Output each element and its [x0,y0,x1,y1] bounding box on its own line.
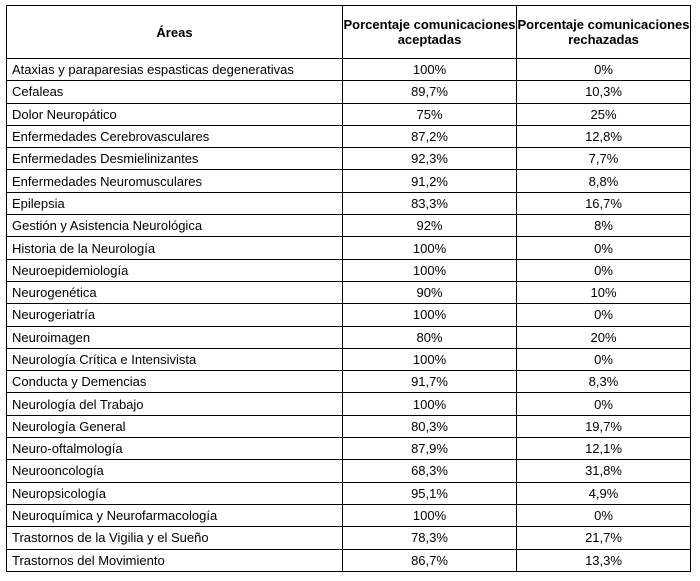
accepted-cell: 68,3% [343,460,517,482]
accepted-cell: 92,3% [343,148,517,170]
table-row [7,304,691,326]
area-cell: Enfermedades Desmielinizantes [7,148,343,170]
accepted-cell: 80% [343,326,517,348]
table-row [7,281,691,303]
header-rejected: Porcentaje comunicaciones rechazadas [517,6,691,59]
area-cell: Neurología Crítica e Intensivista [7,348,343,370]
table-row [7,460,691,482]
area-cell: Neuro-oftalmología [7,438,343,460]
accepted-cell: 100% [343,259,517,281]
accepted-cell: 100% [343,59,517,81]
table-row [7,326,691,348]
rejected-cell: 0% [517,259,691,281]
area-cell: Neuroimagen [7,326,343,348]
area-cell: Historia de la Neurología [7,237,343,259]
table-body [7,59,691,572]
rejected-cell: 8,8% [517,170,691,192]
rejected-cell: 8,3% [517,371,691,393]
area-cell: Enfermedades Neuromusculares [7,170,343,192]
area-cell: Trastornos de la Vigilia y el Sueño [7,527,343,549]
area-cell: Ataxias y paraparesias espasticas degenerativas [7,59,343,81]
header-row [7,6,691,59]
rejected-cell: 0% [517,348,691,370]
acceptance-table [6,5,691,572]
table-row [7,81,691,103]
rejected-cell: 4,9% [517,482,691,504]
accepted-cell: 91,7% [343,371,517,393]
table-row [7,549,691,571]
rejected-cell: 10,3% [517,81,691,103]
accepted-cell: 92% [343,215,517,237]
area-cell: Neurología General [7,415,343,437]
table-row [7,148,691,170]
area-cell: Gestión y Asistencia Neurológica [7,215,343,237]
accepted-cell: 91,2% [343,170,517,192]
accepted-cell: 100% [343,304,517,326]
table-row [7,215,691,237]
table-row [7,59,691,81]
accepted-cell: 83,3% [343,192,517,214]
accepted-cell: 86,7% [343,549,517,571]
accepted-cell: 87,2% [343,125,517,147]
rejected-cell: 13,3% [517,549,691,571]
accepted-cell: 100% [343,348,517,370]
rejected-cell: 0% [517,304,691,326]
rejected-cell: 31,8% [517,460,691,482]
rejected-cell: 20% [517,326,691,348]
area-cell: Neurogeriatría [7,304,343,326]
rejected-cell: 19,7% [517,415,691,437]
table-row [7,170,691,192]
accepted-cell: 100% [343,504,517,526]
area-cell: Conducta y Demencias [7,371,343,393]
accepted-cell: 78,3% [343,527,517,549]
rejected-cell: 8% [517,215,691,237]
area-cell: Epilepsia [7,192,343,214]
accepted-cell: 100% [343,237,517,259]
accepted-cell: 87,9% [343,438,517,460]
accepted-cell: 90% [343,281,517,303]
table-header [7,6,691,59]
rejected-cell: 21,7% [517,527,691,549]
accepted-cell: 75% [343,103,517,125]
area-cell: Enfermedades Cerebrovasculares [7,125,343,147]
table-row [7,348,691,370]
table-row [7,192,691,214]
table-row [7,415,691,437]
area-cell: Neuroepidemiología [7,259,343,281]
accepted-cell: 100% [343,393,517,415]
area-cell: Neurogenética [7,281,343,303]
accepted-cell: 95,1% [343,482,517,504]
table-row [7,371,691,393]
rejected-cell: 0% [517,393,691,415]
rejected-cell: 0% [517,59,691,81]
rejected-cell: 0% [517,504,691,526]
table-row [7,237,691,259]
rejected-cell: 7,7% [517,148,691,170]
table-row [7,438,691,460]
area-cell: Trastornos del Movimiento [7,549,343,571]
table-row [7,259,691,281]
area-cell: Cefaleas [7,81,343,103]
header-accepted: Porcentaje comunicaciones aceptadas [343,6,517,59]
table-row [7,504,691,526]
table-container [6,5,691,572]
rejected-cell: 25% [517,103,691,125]
accepted-cell: 80,3% [343,415,517,437]
rejected-cell: 12,1% [517,438,691,460]
header-areas: Áreas [7,6,343,59]
rejected-cell: 10% [517,281,691,303]
accepted-cell: 89,7% [343,81,517,103]
area-cell: Neuropsicología [7,482,343,504]
area-cell: Neuroquímica y Neurofarmacología [7,504,343,526]
area-cell: Neurología del Trabajo [7,393,343,415]
table-row [7,482,691,504]
table-row [7,393,691,415]
rejected-cell: 0% [517,237,691,259]
rejected-cell: 16,7% [517,192,691,214]
area-cell: Neurooncología [7,460,343,482]
area-cell: Dolor Neuropático [7,103,343,125]
rejected-cell: 12,8% [517,125,691,147]
table-row [7,103,691,125]
table-row [7,527,691,549]
table-row [7,125,691,147]
